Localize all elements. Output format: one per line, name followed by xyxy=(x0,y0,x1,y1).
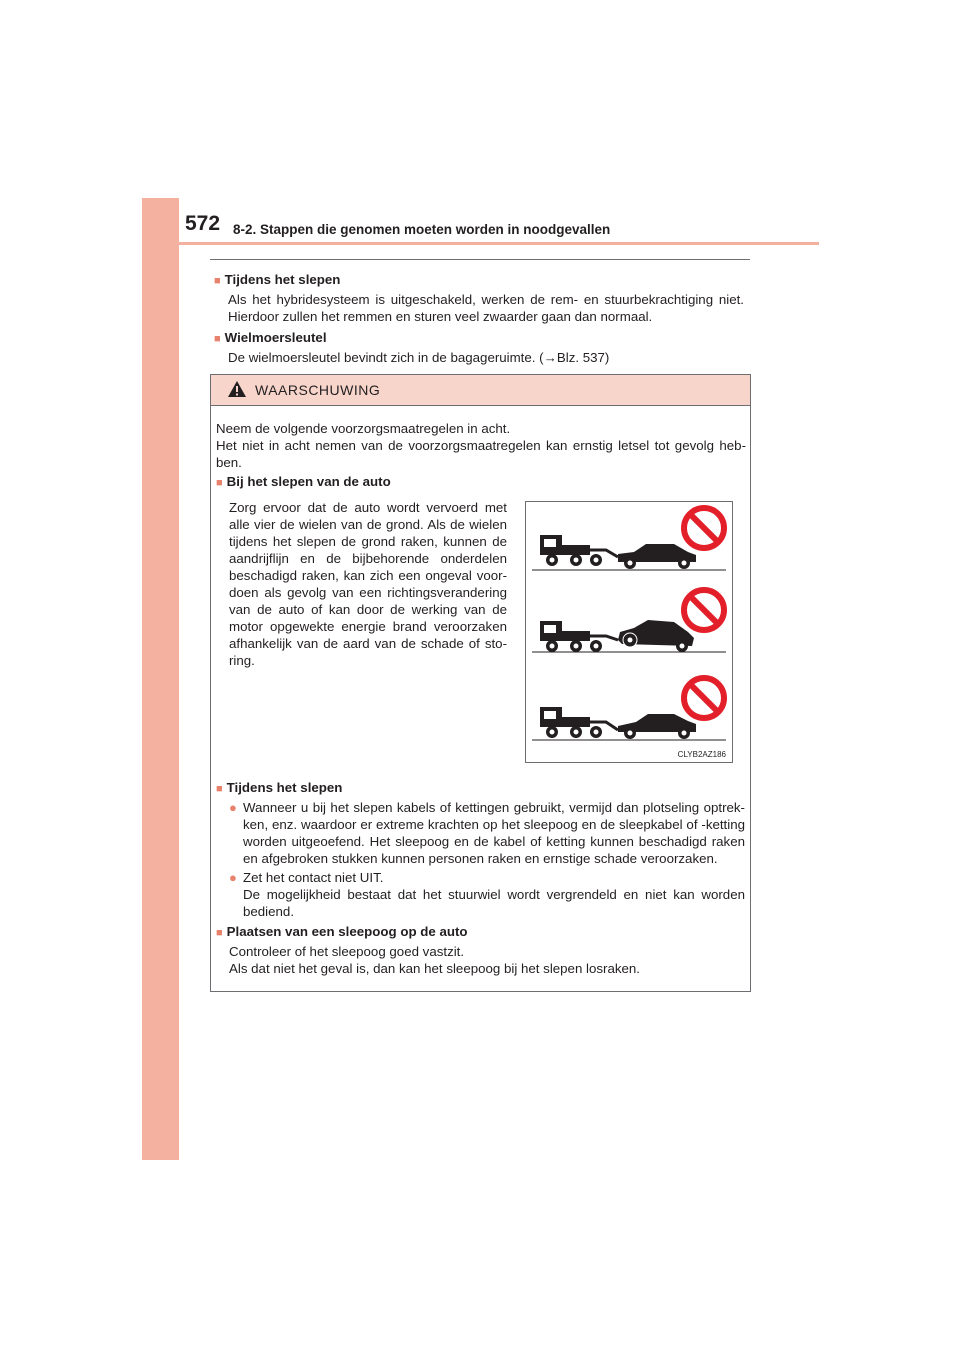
divider xyxy=(210,259,750,260)
tow-eye-text: Controleer of het sleepoog goed vastzit. Als dat niet het geval is, dan kan het sleepoog bij het slepen losraken. xyxy=(229,944,640,976)
square-bullet-icon: ■ xyxy=(216,477,223,489)
intro-wrench-text: De wielmoersleutel bevindt zich in de bagageruimte. (→Blz. 537) xyxy=(228,350,610,365)
warning-triangle-icon xyxy=(227,380,247,398)
header-rule xyxy=(142,242,819,245)
warning-heading-tow-eye: ■ Plaatsen van een sleepoog op de auto xyxy=(216,924,468,939)
intro-heading-towing: ■ Tijdens het slepen xyxy=(214,272,341,287)
warning-heading-during-towing: ■ Tijdens het slepen xyxy=(216,780,343,795)
tow-truck-row-3 xyxy=(532,678,726,740)
dot-bullet-icon: ● xyxy=(229,800,237,815)
towing-illustration xyxy=(525,501,733,763)
towing-vehicle-text: Zorg ervoor dat de auto wordt vervoerd met alle vier de wielen van de grond. Als de wielen tijdens het slepen de grond raken, kunnen de aandrijflijn en de bijbehorende onderdelen beschadigd raken, kan zich een ongeval voor- doen als gevolg van een richtingsverandering van de auto of kan door de werking van de motor opgewekte energie brand veroorzaken afhankelijk van de aard van de schade of sto- ring. xyxy=(229,500,507,668)
warning-title: WAARSCHUWING xyxy=(255,382,381,398)
square-bullet-icon: ■ xyxy=(214,275,221,287)
tow-truck-row-1 xyxy=(532,508,726,570)
side-tab-bar xyxy=(142,198,179,1160)
towing-prohibited-diagram xyxy=(526,502,732,762)
during-towing-bullet-1: ● Wanneer u bij het slepen kabels of kettingen gebruikt, vermijd dan plotseling optrek- ken, enz. waardoor er extreme krachten op het sleepoog en de sleepkabel of -ketting worden uitgeoefend. Het sleepoog en de kabel of ketting kunnen beschadigd raken en afgebroken stukken kunnen personen raken en ernstige schade veroorzaken. xyxy=(229,800,745,866)
warning-intro: Neem de volgende voorzorgsmaatregelen in acht. Het niet in acht nemen van de voorzorgsmaatregelen kan ernstig letsel tot gevolg heb- ben. xyxy=(216,421,746,470)
during-towing-bullet-2: ● Zet het contact niet UIT. De mogelijkheid bestaat dat het stuurwiel wordt vergrendeld en niet kan worden bediend. xyxy=(229,870,745,919)
section-title: 8-2. Stappen die genomen moeten worden in noodgevallen xyxy=(233,222,611,237)
warning-heading-towing-vehicle: ■ Bij het slepen van de auto xyxy=(216,474,391,489)
square-bullet-icon: ■ xyxy=(216,927,223,939)
page-number: 572 xyxy=(185,212,221,235)
warning-box xyxy=(210,374,751,992)
intro-heading-wrench: ■ Wielmoersleutel xyxy=(214,330,327,345)
tow-truck-row-2 xyxy=(532,590,726,652)
square-bullet-icon: ■ xyxy=(216,783,223,795)
intro-towing-text: Als het hybridesysteem is uitgeschakeld, werken de rem- en stuurbekrachtiging niet. Hierdoor zullen het remmen en sturen veel zwaarder gaan dan normaal. xyxy=(228,292,744,324)
dot-bullet-icon: ● xyxy=(229,870,237,885)
warning-header xyxy=(211,375,750,406)
square-bullet-icon: ■ xyxy=(214,333,221,345)
figure-code: CLYB2AZ186 xyxy=(677,750,726,759)
